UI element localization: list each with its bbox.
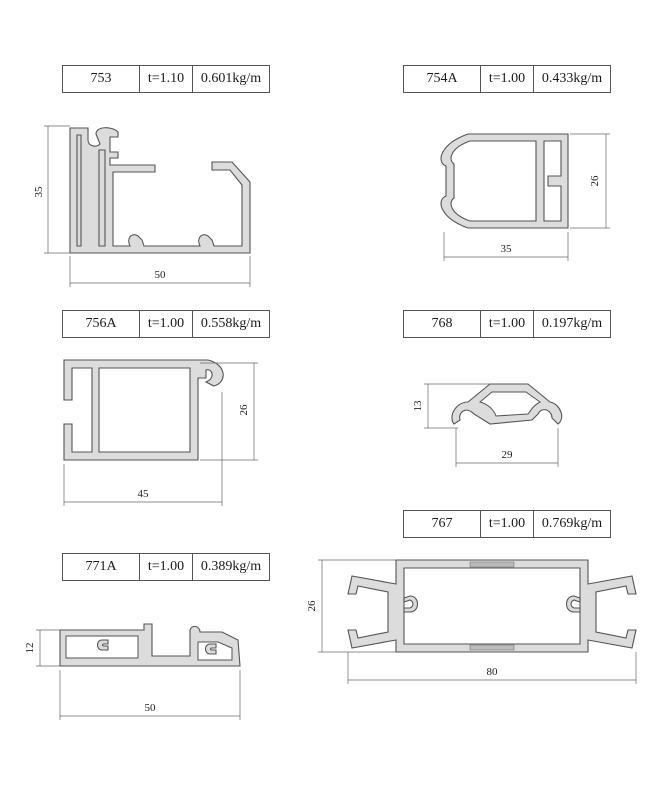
- unit-weight: 0.769kg/m: [541, 516, 603, 531]
- unit-weight: 0.389kg/m: [200, 559, 262, 574]
- profile-code: 771A: [63, 554, 140, 580]
- profile-code: 756A: [63, 311, 140, 337]
- profile-code: 768: [404, 311, 481, 337]
- wall-thickness: t=1.00: [140, 554, 193, 580]
- profile-754a-cavity: [451, 141, 536, 221]
- unit-weight: 0.601kg/m: [200, 71, 262, 86]
- dim-width-754a: 35: [500, 243, 512, 255]
- wall-thickness: t=1.00: [140, 311, 193, 337]
- dim-width-768: 29: [501, 449, 513, 461]
- profile-754a: [441, 134, 610, 261]
- profile-767-gasket-bottom: [470, 645, 514, 650]
- dim-height-753: 35: [33, 186, 45, 198]
- wall-thickness: t=1.00: [481, 311, 534, 337]
- profile-771a: [24, 624, 240, 720]
- dim-height-756a: 26: [238, 404, 250, 416]
- profile-code: 767: [404, 511, 481, 537]
- profile-756a: [64, 360, 258, 506]
- profile-767-cavity: [404, 568, 580, 644]
- dim-width-753: 50: [154, 269, 166, 281]
- dim-width-756a: 45: [137, 488, 149, 500]
- profile-767: [306, 560, 636, 684]
- dim-height-771a: 12: [24, 642, 36, 654]
- wall-thickness: t=1.00: [481, 511, 534, 537]
- dim-height-767: 26: [306, 600, 318, 612]
- dim-width-771a: 50: [144, 702, 156, 714]
- unit-weight: 0.558kg/m: [200, 316, 262, 331]
- profile-753: [33, 126, 250, 287]
- dim-height-768: 13: [412, 400, 424, 412]
- wall-thickness: t=1.00: [481, 66, 534, 92]
- dim-height-754a: 26: [589, 175, 601, 187]
- unit-weight: 0.197kg/m: [541, 316, 603, 331]
- profile-767-gasket-top: [470, 562, 514, 567]
- profile-756a-cavity: [99, 368, 190, 452]
- profile-code: 753: [63, 66, 140, 92]
- profile-753-body: [70, 128, 250, 253]
- profile-code: 754A: [404, 66, 481, 92]
- dim-width-767: 80: [486, 666, 498, 678]
- profile-768: [412, 384, 562, 467]
- unit-weight: 0.433kg/m: [541, 71, 603, 86]
- wall-thickness: t=1.10: [140, 66, 193, 92]
